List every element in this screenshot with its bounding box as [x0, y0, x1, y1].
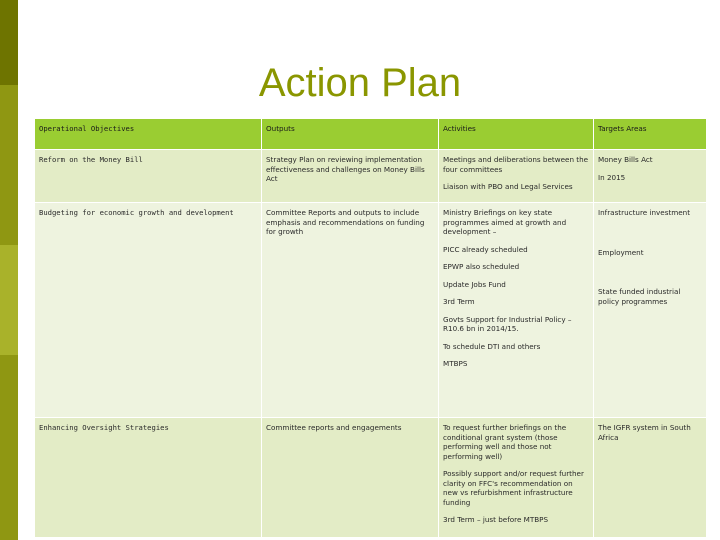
target-item: Infrastructure investment [598, 208, 691, 217]
activity-item: MTBPS [443, 359, 468, 368]
target-item: The IGFR system in South Africa [598, 423, 691, 442]
sidebar-band [0, 355, 18, 540]
activity-item: Update Jobs Fund [443, 279, 506, 289]
sidebar-band [0, 85, 18, 245]
activity-item: 3rd Term – just before MTBPS [443, 515, 549, 524]
action-plan-table [34, 118, 707, 538]
activity-item: 3rd Term [443, 297, 475, 306]
activity-item: PICC already scheduled [443, 244, 528, 254]
target-item: State funded industrial policy programmes [598, 287, 681, 306]
target-item: Money Bills Act [598, 155, 653, 164]
objective-cell: Budgeting for economic growth and development [35, 203, 262, 418]
activities-cell [439, 150, 594, 203]
table-row [35, 418, 707, 538]
target-item: Employment [598, 247, 644, 257]
activities-cell [439, 418, 594, 538]
activity-item: To request further briefings on the conditional grant system (those performing well and those not performing well) [443, 423, 567, 461]
table-header-row [35, 119, 707, 150]
activity-item: Liaison with PBO and Legal Services [443, 182, 573, 191]
output-cell: Committee reports and engagements [262, 418, 439, 538]
targets-cell [594, 150, 707, 203]
activity-item: EPWP also scheduled [443, 262, 520, 271]
sidebar-band [0, 245, 18, 355]
header-targets: Targets Areas [594, 119, 707, 150]
output-cell: Committee Reports and outputs to include emphasis and recommendations on funding for growth [262, 203, 439, 418]
activity-item: Possibly support and/or request further clarity on FFC's recommendation on new vs refurbishment infrastructure funding [443, 469, 584, 507]
target-item: In 2015 [598, 172, 626, 182]
activities-cell [439, 203, 594, 418]
objective-cell: Reform on the Money Bill [35, 150, 262, 203]
header-objectives: Operational Objectives [35, 119, 262, 150]
header-outputs: Outputs [262, 119, 439, 150]
page-title: Action Plan [258, 61, 462, 105]
header-activities: Activities [439, 119, 594, 150]
activity-item: Ministry Briefings on key state programmes aimed at growth and development – [443, 208, 567, 236]
activity-item: Govts Support for Industrial Policy – R10.6 bn in 2014/15. [443, 314, 572, 333]
objective-cell: Enhancing Oversight Strategies [35, 418, 262, 538]
targets-cell [594, 418, 707, 538]
output-cell: Strategy Plan on reviewing implementation effectiveness and challenges on Money Bills Act [262, 150, 439, 203]
activity-item: To schedule DTI and others [443, 341, 541, 351]
table-row [35, 203, 707, 418]
table-row [35, 150, 707, 203]
activity-item: Meetings and deliberations between the four committees [443, 155, 589, 174]
targets-cell [594, 203, 707, 418]
